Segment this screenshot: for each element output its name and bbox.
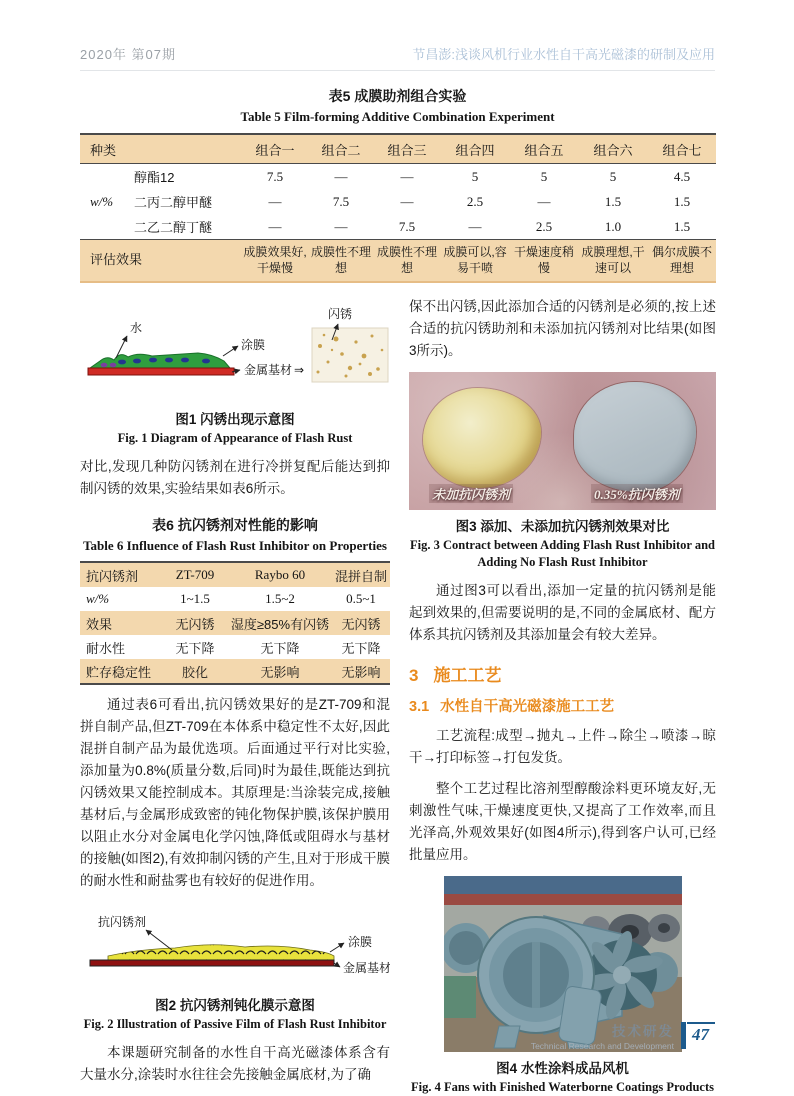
- water-droplet: [101, 363, 108, 367]
- table5-eval-cell: 成膜性不理想: [374, 240, 440, 283]
- table6-cell: 1~1.5: [180, 591, 210, 607]
- crane-beam: [444, 894, 682, 905]
- table5-cell: —: [537, 193, 551, 209]
- table5-header-row: [80, 134, 716, 164]
- paragraph: 本课题研究制备的水性自干高光磁漆体系含有大量水分,涂装时水往往会先接触金属底材,为了确: [80, 1044, 390, 1082]
- table5-eval-cell: 成膜可以,容易干喷: [440, 240, 510, 283]
- figure3-left-label: 未加抗闪锈剂: [429, 484, 513, 503]
- table5-cell: 7.5: [266, 168, 284, 184]
- coating-label: 涂膜: [241, 338, 266, 353]
- green-machine: [444, 976, 476, 1018]
- table6-cell: 无闪锈: [332, 611, 390, 635]
- water-droplet: [118, 360, 126, 365]
- table6-cell: 1.5~2: [265, 591, 295, 607]
- no-inhibitor-patch: [423, 388, 541, 488]
- table5-cell: —: [334, 218, 348, 234]
- flash-rust-label: 闪锈: [328, 307, 353, 322]
- inhibitor-patch: [574, 382, 696, 492]
- table5-cell: —: [268, 218, 282, 234]
- issue-label: 2020年 第07期: [80, 47, 176, 62]
- water-droplet: [133, 359, 141, 364]
- figure1-caption-zh: 图1 闪锈出现示意图: [175, 412, 295, 428]
- figure-1-diagram: [80, 306, 390, 398]
- table5-cell: —: [400, 168, 414, 184]
- section-heading: [409, 661, 716, 686]
- section-number: 3: [409, 665, 419, 685]
- figure4-caption-zh: 图4 水性涂料成品风机: [496, 1060, 629, 1076]
- inhibitor-label: 抗闪锈剂: [98, 915, 147, 930]
- figure3-right-label: 0.35%抗闪锈剂: [591, 484, 683, 503]
- water-droplet: [110, 363, 117, 367]
- table5-row-name: 二乙二醇丁醚: [134, 220, 213, 235]
- table6-title-en: Table 6 Influence of Flash Rust Inhibitor on Properties: [83, 538, 387, 554]
- background-fan-inner: [449, 931, 483, 965]
- right-column: [409, 296, 716, 1096]
- table5-col-header: 组合一: [242, 134, 308, 164]
- table5-eval-cell: 成膜效果好,干燥慢: [242, 240, 308, 283]
- table6-row-name: w/%: [86, 591, 110, 607]
- table5-cell: 7.5: [332, 193, 350, 209]
- table5-cell: 1.5: [673, 193, 691, 209]
- page-footer: [0, 1020, 794, 1051]
- table6-cell: 无下降: [175, 640, 215, 656]
- table6-col-header: Raybo 60: [228, 562, 332, 587]
- paragraph: 保不出闪锈,因此添加合适的闪锈剂是必须的,按上述合适的抗闪锈助剂和未添加抗闪锈剂对比结果(如图3所示)。: [409, 299, 716, 359]
- table5-title-en: Table 5 Film-forming Additive Combination Experiment: [240, 109, 555, 124]
- water-label: 水: [130, 321, 143, 336]
- table5-row: [80, 189, 716, 214]
- water-droplet: [202, 359, 210, 364]
- table6-row-name: 效果: [80, 611, 162, 635]
- factory-ceiling: [444, 876, 682, 894]
- figure2-caption-zh: 图2 抗闪锈剂钝化膜示意图: [155, 998, 315, 1014]
- table5-cell: 4.5: [673, 168, 691, 184]
- table5-row: [80, 164, 716, 190]
- table5-col-header: 组合六: [578, 134, 648, 164]
- table5-eval-label: 评估效果: [80, 240, 242, 283]
- table5-cell: 2.5: [535, 218, 553, 234]
- table5-cell: 5: [471, 168, 479, 184]
- table5-row-name: 二丙二醇甲醚: [134, 195, 213, 210]
- table5-eval-row: [80, 240, 716, 283]
- table6-cell: 0.5~1: [346, 591, 376, 607]
- page-number-bar: [681, 1022, 686, 1049]
- table6-cell: 无下降: [341, 640, 381, 656]
- table-5: [80, 133, 716, 283]
- implies-arrow-icon: ⇒: [294, 363, 305, 378]
- figure4-caption-en: Fig. 4 Fans with Finished Waterborne Coatings Products: [410, 1079, 715, 1094]
- paragraph: 通过表6可看出,抗闪锈效果好的是ZT-709和混拼自制产品,但ZT-709在本体系中稳定性不太好,因此混拼自制产品为最优选项。后面通过平行对比实验,添加量为0.8%(质量分数,后同)时为最佳,既能达到抗闪锈效果又能控制成本。其原理是:当涂装完成,接触基材后,与金属形成致密的钝化物保护膜,该保护膜用以阻止水分对金属电化学闪蚀,降低或阻碍水与基材的接触(如图2),有效抑制闪锈的产生,且对于形成干膜的耐水性和耐盐雾也有较好的促进作用。: [80, 697, 390, 889]
- table5-col-header: 组合五: [510, 134, 578, 164]
- figure-2: [80, 902, 390, 989]
- table5-col-header: 组合四: [440, 134, 510, 164]
- table5-cell: —: [268, 193, 282, 209]
- figure1-caption-en: Fig. 1 Diagram of Appearance of Flash Rust: [117, 431, 353, 446]
- subsection-heading: [409, 695, 716, 716]
- table6-row: [80, 587, 390, 611]
- subsection-title: 水性自干高光磁漆施工工艺: [440, 698, 615, 715]
- subsection-number: 3.1: [409, 698, 430, 715]
- table6-cell: 无影响: [332, 659, 390, 684]
- footer-section-en: Technical Research and Development: [530, 1041, 674, 1051]
- water-droplet: [165, 358, 173, 363]
- table6-title-zh: 表6 抗闪锈剂对性能的影响: [152, 517, 318, 534]
- paragraph: 对比,发现几种防闪锈剂在进行冷拼复配后能达到抑制闪锈的效果,实验结果如表6所示。: [80, 459, 390, 497]
- table5-cell: 2.5: [466, 193, 484, 209]
- table5-row: [80, 214, 716, 240]
- table6-row: [80, 635, 390, 659]
- table5-cell: 1.5: [604, 193, 622, 209]
- passive-film-pattern: [108, 945, 334, 960]
- paragraph: 整个工艺过程比溶剂型醇酸涂料更环境友好,无刺激性气味,干燥速度更快,又提高了工作效率,而且光泽高,外观效果好(如图4所示),得到客户认可,已经批量应用。: [409, 780, 716, 862]
- table5-cell: 1.0: [604, 218, 622, 234]
- inhibitor-arrow: [146, 930, 172, 950]
- table5-eval-cell: 成膜性不理想: [308, 240, 374, 283]
- water-droplet: [149, 358, 157, 363]
- table-6: [80, 561, 390, 685]
- steel-coil-hole: [658, 923, 670, 933]
- footer-section-zh: 技术研发: [612, 1024, 674, 1039]
- table6-cell: 无下降: [260, 640, 300, 656]
- figure-2-diagram: [80, 902, 390, 984]
- table5-row-name: 醇酯12: [134, 170, 175, 185]
- table6-cell: 无闪锈: [162, 611, 228, 635]
- figure-3-photo: [409, 372, 716, 510]
- table6-col-header: 混拼自制: [332, 562, 390, 587]
- coating-arrow: [330, 943, 344, 952]
- table6-cell: 无影响: [228, 659, 332, 684]
- table5-eval-cell: 干燥速度稍慢: [510, 240, 578, 283]
- footer-section: [531, 1020, 674, 1051]
- table5-cell: —: [468, 218, 482, 234]
- figure3-caption-en: Fig. 3 Contract between Adding Flash Rust Inhibitor and Adding No Flash Rust Inhibitor: [409, 538, 716, 570]
- paragraph: 工艺流程:成型→抛丸→上件→除尘→喷漆→晾干→打印标签→打包发货。: [409, 727, 716, 765]
- substrate-label: 金属基材: [244, 363, 293, 378]
- table5-col-header: 组合三: [374, 134, 440, 164]
- table5-cell: 7.5: [398, 218, 416, 234]
- left-column: [80, 296, 390, 1096]
- table5-eval-cell: 成膜理想,干速可以: [578, 240, 648, 283]
- table6-row: [80, 611, 390, 635]
- substrate-arrow: [334, 963, 340, 967]
- table6-header-row: [80, 562, 390, 587]
- table6-cell: 胶化: [162, 659, 228, 684]
- table6-row-name: 贮存稳定性: [80, 659, 162, 684]
- table5-cell: 5: [609, 168, 617, 184]
- substrate-bar: [88, 368, 234, 375]
- table5-col-header: 组合二: [308, 134, 374, 164]
- substrate-bar: [90, 960, 334, 966]
- table5-group-label: w/%: [90, 193, 114, 209]
- water-droplet: [181, 358, 189, 363]
- table5-eval-cell: 偶尔成膜不理想: [648, 240, 716, 283]
- table5-col-header: 组合七: [648, 134, 716, 164]
- coating-label: 涂膜: [348, 935, 373, 950]
- table5-cell: 5: [540, 168, 548, 184]
- figure3-caption-zh: 图3 添加、未添加抗闪锈剂效果对比: [455, 519, 670, 535]
- fan-hub: [613, 966, 631, 984]
- table6-col-header: ZT-709: [162, 562, 228, 587]
- coating-arrow: [223, 346, 238, 356]
- table5-col-header: 种类: [80, 134, 242, 164]
- table5-cell: —: [400, 193, 414, 209]
- substrate-label: 金属基材: [343, 961, 390, 976]
- table5-title-zh: 表5 成膜助剂组合实验: [328, 88, 467, 104]
- fan-inlet-vane: [532, 942, 540, 1008]
- page-number-box: [681, 1022, 715, 1049]
- page-header: [80, 44, 715, 71]
- figure2-caption-en: Fig. 2 Illustration of Passive Film of Flash Rust Inhibitor: [83, 1017, 387, 1032]
- table6-col-header: 抗闪锈剂: [80, 562, 162, 587]
- figure-1: [80, 306, 390, 403]
- running-title: 节昌澎:浅谈风机行业水性自干高光磁漆的研制及应用: [412, 47, 715, 62]
- section-title: 施工工艺: [433, 665, 502, 685]
- table6-row-name: 耐水性: [86, 640, 126, 656]
- paragraph: 通过图3可以看出,添加一定量的抗闪锈剂是能起到效果的,但需要说明的是,不同的金属底材、配方体系其抗闪锈剂及其添加量会有较大差异。: [409, 582, 716, 642]
- table5-cell: 1.5: [673, 218, 691, 234]
- page-number: 47: [687, 1022, 715, 1049]
- table5-cell: —: [334, 168, 348, 184]
- table6-row: [80, 659, 390, 684]
- table6-cell: 湿度≥85%有闪锈: [228, 611, 332, 635]
